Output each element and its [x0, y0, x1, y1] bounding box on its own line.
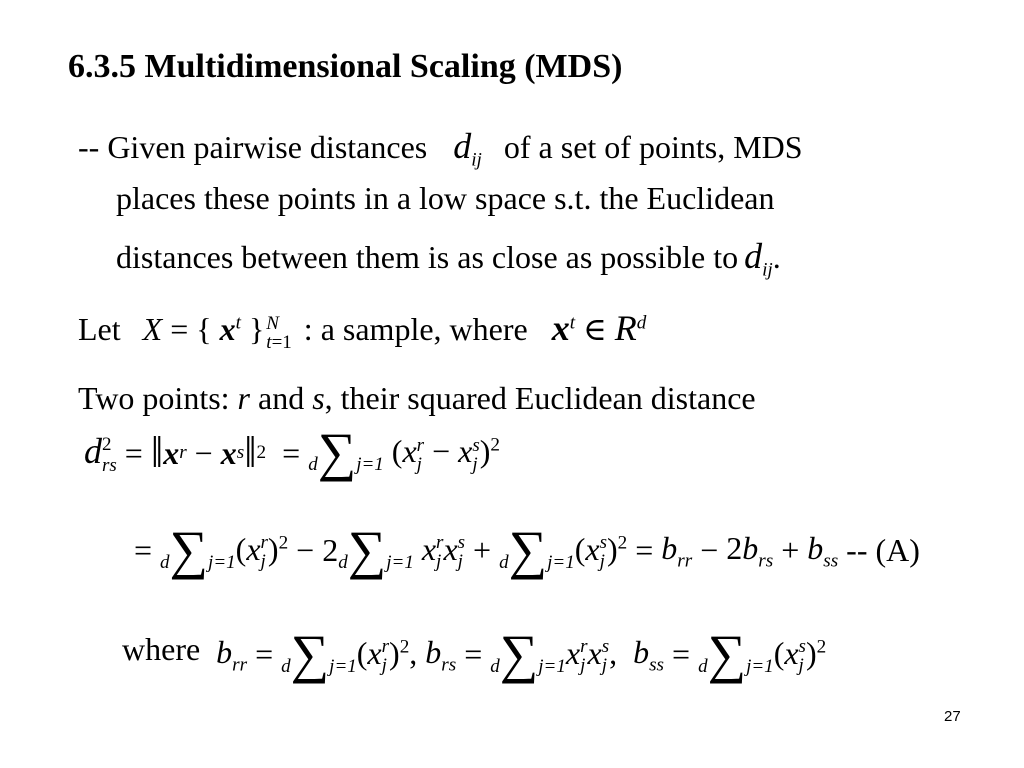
- let-line: [78, 310, 646, 352]
- summation-symbol: d∑j=1: [160, 520, 236, 580]
- bullet-text-1b: of a set of points, MDS: [503, 129, 803, 165]
- equation-where-definitions: where $b_{rr}$ = d∑j=1 (x r j )$^2$, $b_{rs}$ = d∑j=1 x r j x s j , $b_{ss}$ = d∑j=1 (x s j )$^2$: [122, 624, 827, 684]
- math-dij-2: $d_{ij}$: [744, 236, 773, 281]
- slide-title: 6.3.5 Multidimensional Scaling (MDS): [68, 48, 623, 85]
- two-points-and: and: [258, 380, 305, 416]
- two-points-prefix: Two points:: [78, 380, 230, 416]
- summation-symbol: d∑j=1: [490, 624, 566, 684]
- let-colon-text: : a sample, where: [303, 311, 528, 347]
- page-number: 27: [944, 708, 961, 725]
- let-label: Let: [78, 311, 121, 347]
- bullet-line-1: [78, 128, 803, 170]
- two-points-r: r: [237, 380, 250, 416]
- summation-symbol: d∑j=1: [281, 624, 357, 684]
- bullet-line-3: [116, 238, 781, 280]
- equation-expansion: = d∑j=1 (x r j )$^2$ − 2 d∑j=1 x r j x s j + d∑j=1 (x s j )$^2$ = $b_{rr}$ − $2b_{rs}$ + $b_{ss}$ -- (A): [134, 520, 920, 580]
- summation-symbol: d∑j=1: [308, 422, 384, 483]
- math-sample-set: X = { $x^t$ } N t=1: [142, 311, 292, 353]
- summation-symbol: d∑j=1: [338, 520, 414, 580]
- summation-symbol: d∑j=1: [499, 520, 575, 580]
- equation-squared-distance: d 2 rs = ‖ x r − x s ‖ 2 = d∑j=1 (x r j − x s j )$^2$: [84, 422, 500, 483]
- bullet-text-3-end: .: [772, 239, 781, 275]
- bullet-line-2: places these points in a low space s.t. the Euclidean: [116, 180, 775, 216]
- bullet-text-3: distances between them is as close as possible to: [116, 239, 739, 275]
- summation-symbol: d∑j=1: [698, 624, 774, 684]
- two-points-suffix: , their squared Euclidean distance: [324, 380, 756, 416]
- bullet-text-1a: -- Given pairwise distances: [78, 129, 428, 165]
- two-points-line: [78, 382, 756, 414]
- math-dij-1: $d_{ij}$: [453, 126, 482, 171]
- math-membership: $x^t$ ∈ $R^d$: [551, 308, 647, 348]
- annotation-a: -- (A): [846, 532, 920, 569]
- where-label: where: [122, 631, 201, 668]
- two-points-s: s: [312, 380, 325, 416]
